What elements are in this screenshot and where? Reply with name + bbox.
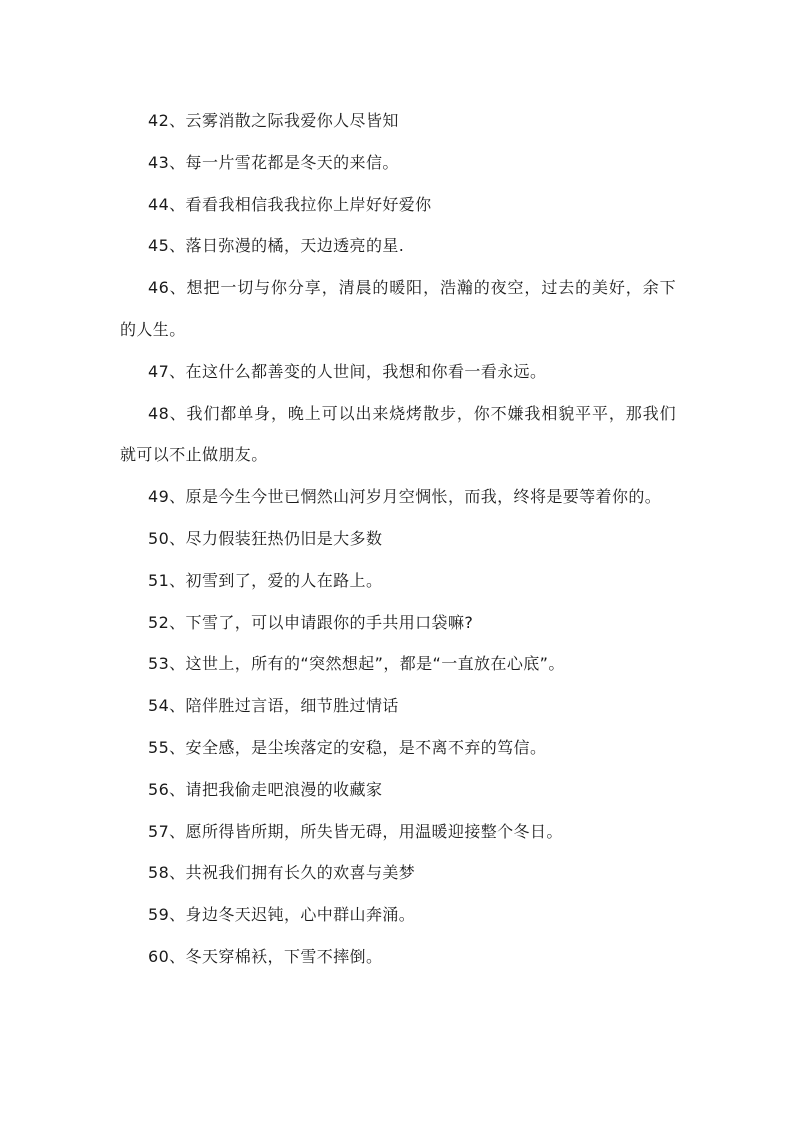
paragraph-46: 46、想把一切与你分享，清晨的暖阳，浩瀚的夜空，过去的美好，余下的人生。: [120, 278, 676, 339]
paragraph-55: 55、安全感，是尘埃落定的安稳，是不离不弃的笃信。: [148, 737, 547, 757]
paragraph-47: 47、在这什么都善变的人世间，我想和你看一看永远。: [148, 361, 547, 381]
paragraph-52: 52、下雪了，可以申请跟你的手共用口袋嘛?: [148, 612, 474, 632]
document-body: [120, 100, 676, 978]
paragraph-53: 53、这世上，所有的“突然想起”，都是“一直放在心底”。: [148, 654, 565, 674]
paragraph-43: 43、每一片雪花都是冬天的来信。: [148, 152, 399, 172]
paragraph-48: 48、我们都单身，晚上可以出来烧烤散步，你不嫌我相貌平平，那我们就可以不止做朋友。: [120, 403, 676, 465]
paragraph-59: 59、身边冬天迟钝，心中群山奔涌。: [148, 905, 416, 925]
paragraph-45: 45、落日弥漫的橘，天边透亮的星.: [148, 236, 405, 256]
paragraph-56: 56、请把我偷走吧浪漫的收藏家: [148, 779, 383, 799]
paragraph-60: 60、冬天穿棉袄，下雪不摔倒。: [148, 946, 383, 966]
paragraph-51: 51、初雪到了，爱的人在路上。: [148, 570, 383, 590]
paragraph-42: 42、云雾消散之际我爱你人尽皆知: [148, 111, 399, 130]
paragraph-57: 57、愿所得皆所期，所失皆无碍，用温暖迎接整个冬日。: [148, 821, 563, 841]
paragraph-50: 50、尽力假装狂热仍旧是大多数: [148, 528, 383, 548]
paragraph-58: 58、共祝我们拥有长久的欢喜与美梦: [148, 863, 416, 883]
paragraph-49: 49、原是今生今世已惘然山河岁月空惆怅，而我，终将是要等着你的。: [148, 487, 662, 507]
paragraph-54: 54、陪伴胜过言语，细节胜过情话: [148, 696, 399, 716]
paragraph-44: 44、看看我相信我我拉你上岸好好爱你: [148, 194, 432, 214]
